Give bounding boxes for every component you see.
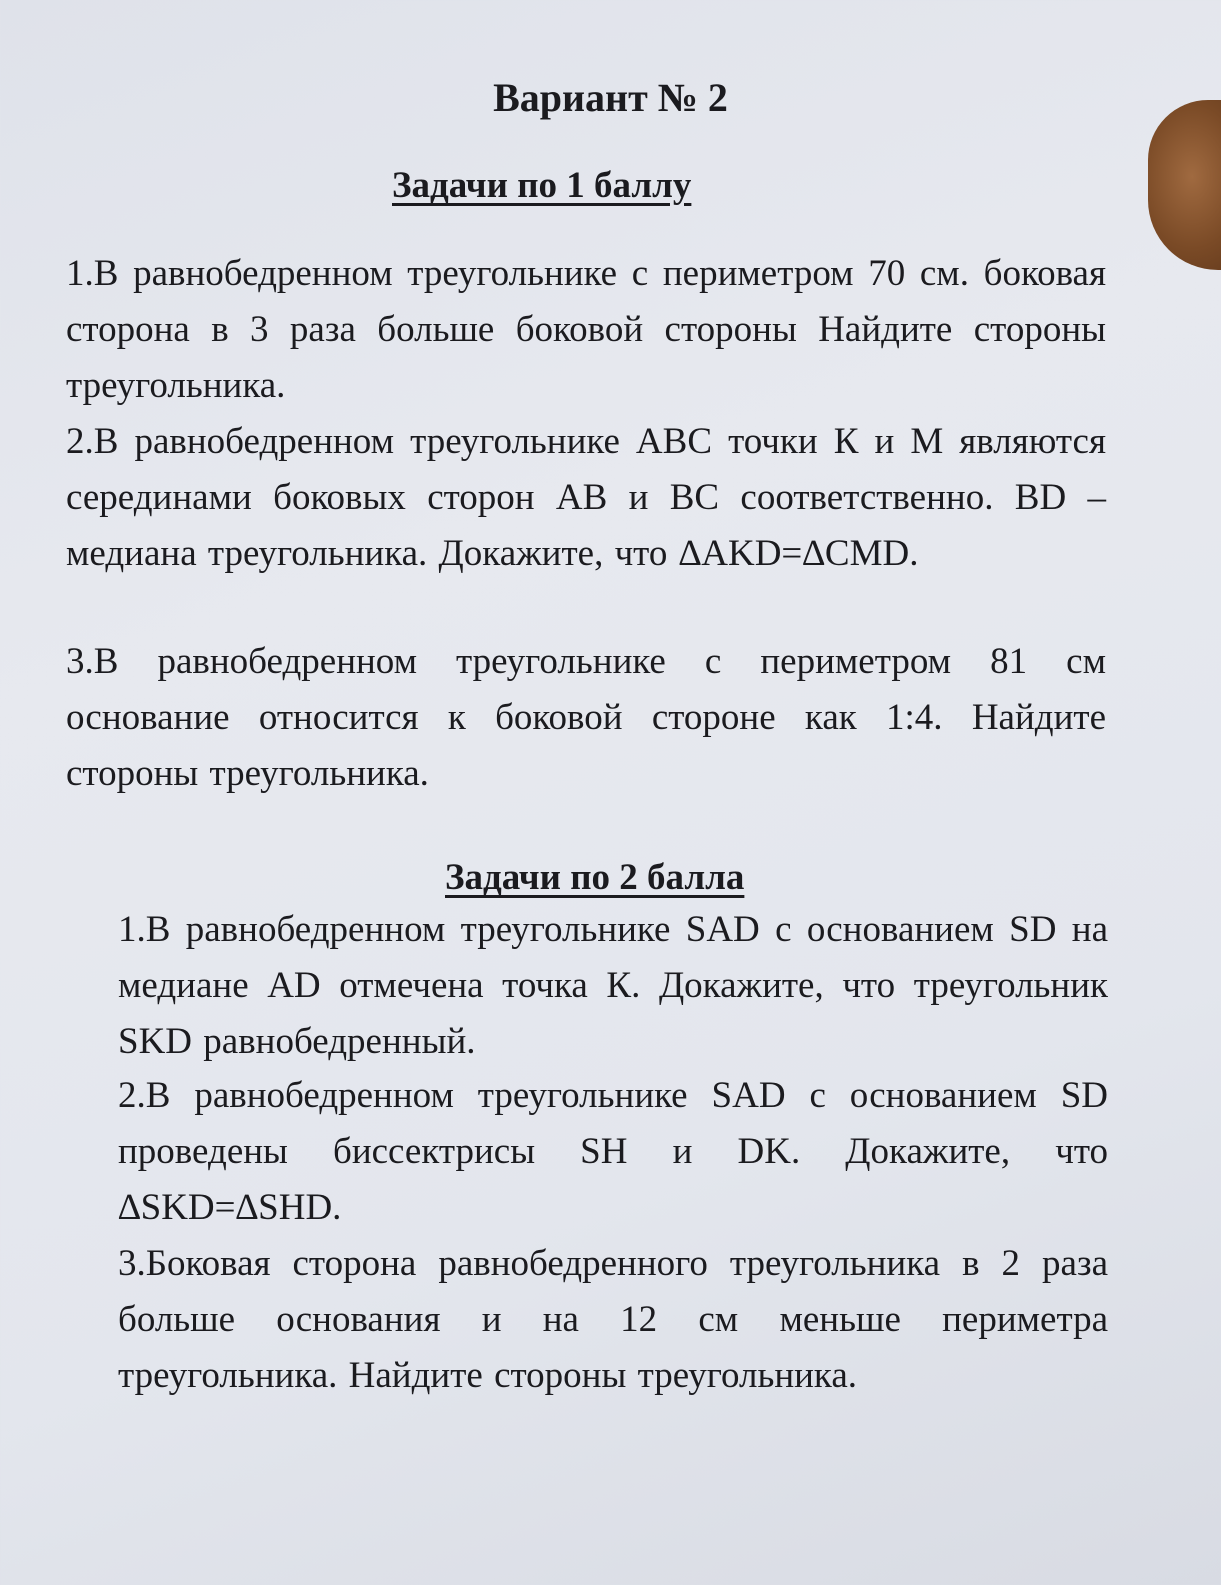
variant-title: Вариант № 2: [493, 75, 728, 120]
task-1-1: 1.В равнобедренном треугольнике с периметром 70 см. боковая сторона в 3 раза больше боковой стороны Найдите стороны треугольника.: [66, 253, 1106, 406]
task-1-3: 3.В равнобедренном треугольнике с периметром 81 см основание относится к боковой стороне как 1:4. Найдите стороны треугольника.: [66, 641, 1106, 794]
section-heading-2-points: Задачи по 2 балла: [445, 857, 745, 898]
thumb-holding-paper: [1148, 100, 1221, 270]
task-1-2: 2.В равнобедренном треугольнике АВС точки К и М являются серединами боковых сторон АВ и ВС соответственно. BD – медиана треугольника. Докажите, что ∆AKD=∆CMD.: [66, 421, 1106, 574]
task-2-1: 1.В равнобедренном треугольнике SAD с основанием SD на медиане AD отмечена точка К. Докажите, что треугольник SKD равнобедренный.: [118, 909, 1108, 1062]
task-2-2: 2.В равнобедренном треугольнике SAD с основанием SD проведены биссектрисы SH и DK. Докажите, что ∆SKD=∆SHD.: [118, 1075, 1108, 1228]
task-2-3: 3.Боковая сторона равнобедренного треугольника в 2 раза больше основания и на 12 см меньше периметра треугольника. Найдите стороны треугольника.: [118, 1243, 1108, 1396]
section-heading-1-point: Задачи по 1 баллу: [392, 165, 692, 206]
